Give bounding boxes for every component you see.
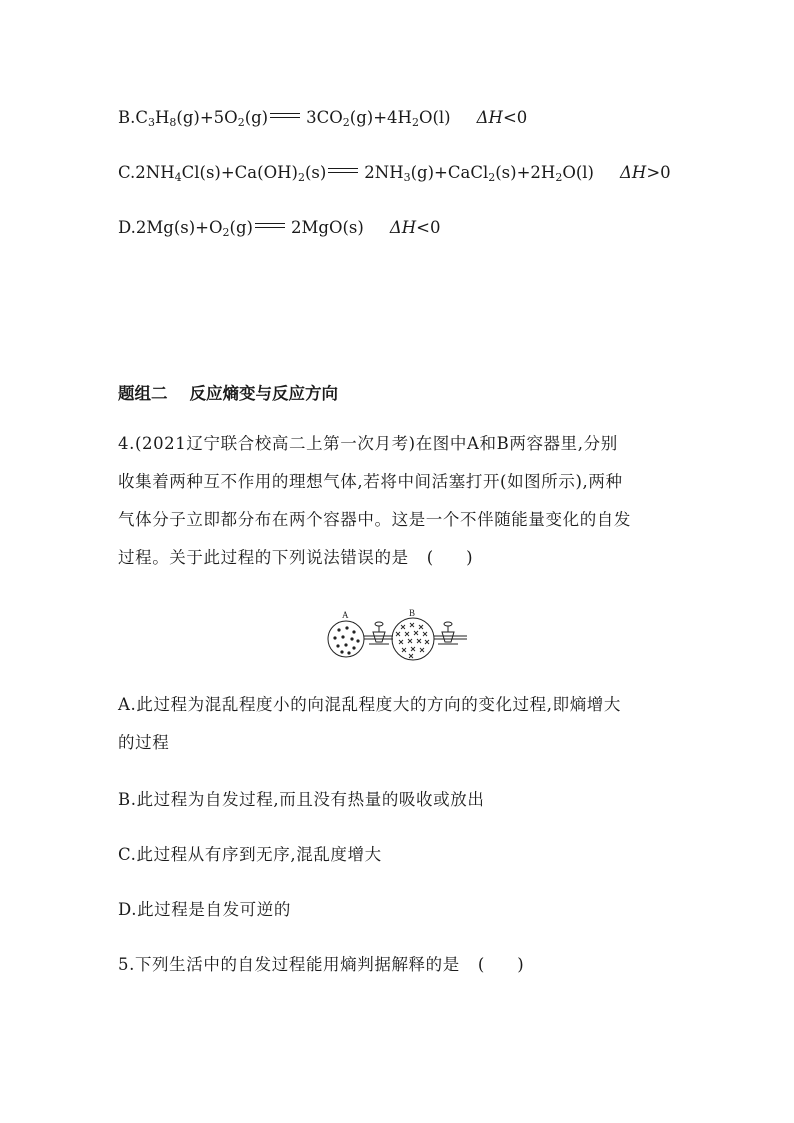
section-title: 反应熵变与反应方向 [189,384,338,403]
gas-molecules-a [333,626,359,654]
question-4-option-c: C.此过程从有序到无序,混乱度增大 [118,845,382,864]
gas-containers-diagram [325,608,470,664]
gas-molecules-b [396,623,429,658]
section-label: 题组二 [118,384,168,403]
equals-sign [270,112,300,120]
section-heading [118,380,338,404]
equals-sign [255,222,285,230]
answer-blank: ( ) [477,955,524,974]
option-a-line-2: 的过程 [118,733,170,752]
gas-containers-figure [325,608,470,668]
equals-sign [328,167,358,175]
stopcock-icon [369,622,389,644]
question-5-stem [118,946,678,984]
question-5-text: 5.下列生活中的自发过程能用熵判据解释的是 [118,955,460,974]
option-a-line-1: A.此过程为混乱程度小的向混乱程度大的方向的变化过程,即熵增大 [118,695,622,714]
container-a [328,621,364,657]
option-c-equation: $C.2NH_4Cl(s)+Ca(OH)_2(s)$ $2NH_3(g)+CaCl_2(s)+2H_2O(l)$ ΔH>0 [118,163,671,184]
stopcock-icon [438,622,458,644]
option-d-equation: $D.2Mg(s)+O_2(g)$ 2MgO(s) ΔH<0 [118,218,441,239]
question-4-option-d: D.此过程是自发可逆的 [118,900,291,919]
question-4-line-1: 4.(2021辽宁联合校高二上第一次月考)在图中A和B两容器里,分别 [118,434,618,453]
label-b: B [409,608,416,618]
question-4-option-b: B.此过程为自发过程,而且没有热量的吸收或放出 [118,790,485,809]
question-4-stem [118,425,678,577]
question-4-line-3: 气体分子立即都分布在两个容器中。这是一个不伴随能量变化的自发 [118,510,631,529]
question-4-option-a [118,686,678,762]
question-4-line-4: 过程。关于此过程的下列说法错误的是 [118,548,409,567]
answer-blank: ( ) [426,548,473,567]
label-a: A [342,610,349,620]
question-4-line-2: 收集着两种互不作用的理想气体,若将中间活塞打开(如图所示),两种 [118,472,623,491]
option-b-equation: $B.C_3H_8(g)+5O_2(g)$ $3CO_2(g)+4H_2O(l)$ ΔH<0 [118,108,528,129]
